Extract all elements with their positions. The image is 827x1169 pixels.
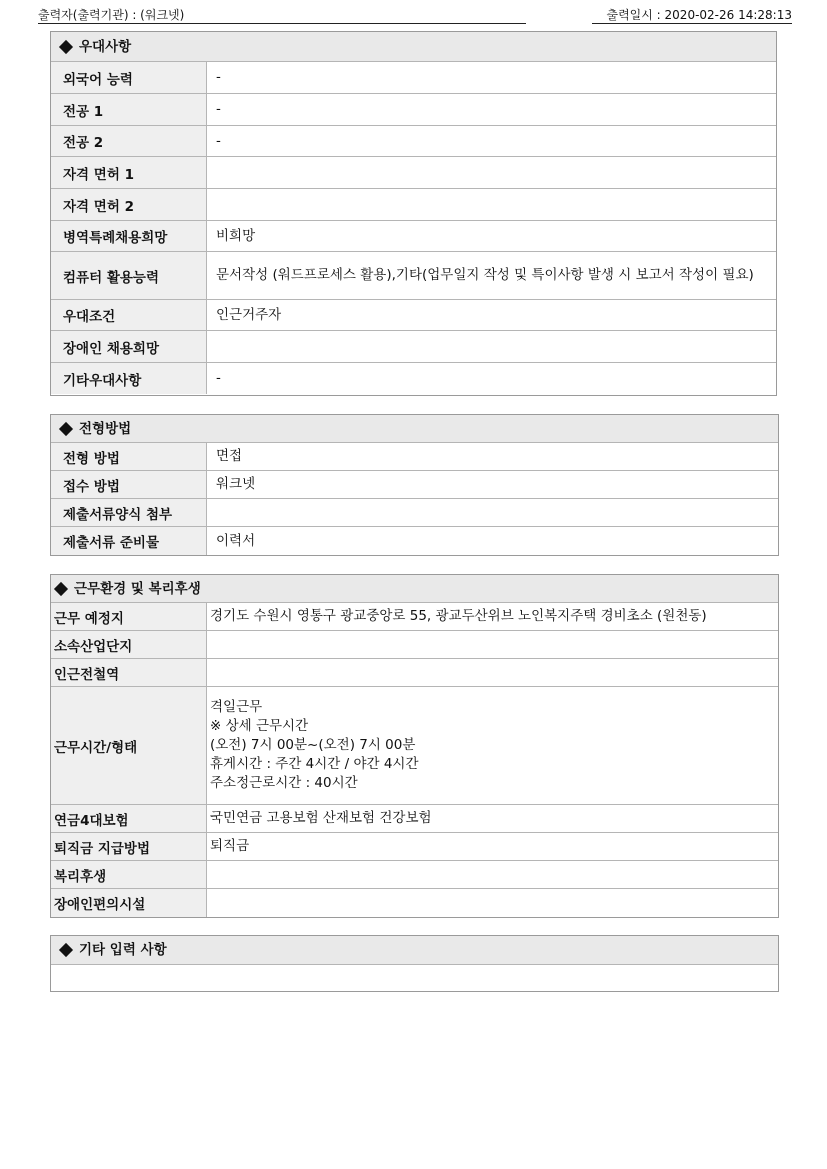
preference-section [50, 31, 777, 396]
row-label: 우대조건 [51, 300, 207, 330]
header-divider [38, 23, 526, 24]
work-environment-section-title: 근무환경 및 복리후생 [51, 575, 778, 603]
table-row [51, 363, 776, 394]
table-row [51, 126, 776, 157]
row-value [207, 189, 776, 220]
row-label: 인근전철역 [51, 659, 207, 686]
header-divider-right [592, 23, 792, 24]
row-label: 컴퓨터 활용능력 [51, 252, 207, 299]
table-row [51, 527, 778, 555]
other-input-body [51, 965, 778, 991]
preference-section-title: 우대사항 [51, 32, 776, 62]
work-hours-line: (오전) 7시 00분~(오전) 7시 00분 [210, 737, 416, 753]
row-label: 근무시간/형태 [51, 687, 207, 804]
row-value: - [216, 370, 221, 386]
row-value: - [216, 69, 221, 85]
print-header [38, 6, 792, 22]
table-row [51, 94, 776, 126]
table-row [51, 157, 776, 189]
table-row [51, 471, 778, 499]
row-label: 장애인편의시설 [51, 889, 207, 917]
work-hours-line: 주소정근로시간 : 40시간 [210, 775, 358, 791]
work-hours-detail [210, 698, 419, 793]
printed-at: 출력일시 : 2020-02-26 14:28:13 [606, 8, 792, 22]
row-value [207, 659, 778, 686]
selection-section-title: 전형방법 [51, 415, 778, 443]
row-value: 비희망 [216, 227, 256, 244]
row-value [207, 631, 778, 658]
row-label: 제출서류양식 첨부 [51, 499, 207, 526]
row-label: 자격 면허 2 [51, 189, 207, 220]
row-label: 연금4대보험 [51, 805, 207, 832]
work-hours-line: ※ 상세 근무시간 [210, 718, 309, 734]
table-row [51, 443, 778, 471]
row-label: 병역특례채용희망 [51, 221, 207, 251]
row-label: 전형 방법 [51, 443, 207, 470]
table-row [51, 331, 776, 363]
table-row [51, 603, 778, 631]
diamond-bullet-icon [54, 581, 68, 595]
table-row [51, 221, 776, 252]
row-value: 국민연금 고용보험 산재보험 건강보험 [210, 810, 432, 826]
row-value: 이력서 [216, 532, 256, 549]
row-label: 전공 1 [51, 94, 207, 125]
table-row [51, 889, 778, 917]
row-value [207, 861, 778, 888]
table-row [51, 659, 778, 687]
table-row [51, 62, 776, 94]
row-value: 경기도 수원시 영통구 광교중앙로 55, 광교두산위브 노인복지주택 경비초소 (원천동) [210, 608, 707, 624]
diamond-bullet-icon [59, 942, 73, 956]
row-value: 문서작성 (워드프로세스 활용),기타(업무일지 작성 및 특이사항 발생 시 보고서 작성이 필요) [216, 267, 754, 283]
diamond-bullet-icon [59, 39, 73, 53]
selection-table [51, 443, 778, 555]
other-input-section-title: 기타 입력 사항 [51, 936, 778, 965]
row-label: 자격 면허 1 [51, 157, 207, 188]
table-row [51, 833, 778, 861]
row-value [207, 889, 778, 917]
row-label: 제출서류 준비물 [51, 527, 207, 555]
row-label: 접수 방법 [51, 471, 207, 498]
diamond-bullet-icon [59, 421, 73, 435]
row-label: 소속산업단지 [51, 631, 207, 658]
row-label: 기타우대사항 [51, 363, 207, 394]
row-value: 면접 [216, 448, 243, 464]
printed-by: 출력자(출력기관) : (워크넷) [38, 8, 185, 22]
row-label: 근무 예정지 [51, 603, 207, 630]
row-label: 퇴직금 지급방법 [51, 833, 207, 860]
row-label: 복리후생 [51, 861, 207, 888]
other-input-section [50, 935, 779, 992]
row-label: 장애인 채용희망 [51, 331, 207, 362]
row-value: 인근거주자 [216, 306, 282, 323]
row-value: - [216, 101, 221, 117]
table-row [51, 631, 778, 659]
row-value: - [216, 132, 221, 149]
row-label: 전공 2 [51, 126, 207, 156]
row-value [207, 687, 778, 804]
table-row [51, 687, 778, 805]
preference-table [51, 62, 776, 394]
selection-section [50, 414, 779, 556]
work-hours-line: 휴게시간 : 주간 4시간 / 야간 4시간 [210, 756, 419, 772]
row-value: 워크넷 [216, 476, 256, 492]
table-row [51, 300, 776, 331]
table-row [51, 499, 778, 527]
table-row [51, 189, 776, 221]
row-label: 외국어 능력 [51, 62, 207, 93]
work-hours-line: 격일근무 [210, 699, 263, 715]
table-row [51, 252, 776, 300]
row-value [207, 157, 776, 188]
row-value [207, 499, 778, 526]
table-row [51, 861, 778, 889]
row-value: 퇴직금 [210, 838, 250, 854]
work-environment-table [51, 603, 778, 917]
table-row [51, 805, 778, 833]
work-environment-section [50, 574, 779, 918]
row-value [207, 331, 776, 362]
